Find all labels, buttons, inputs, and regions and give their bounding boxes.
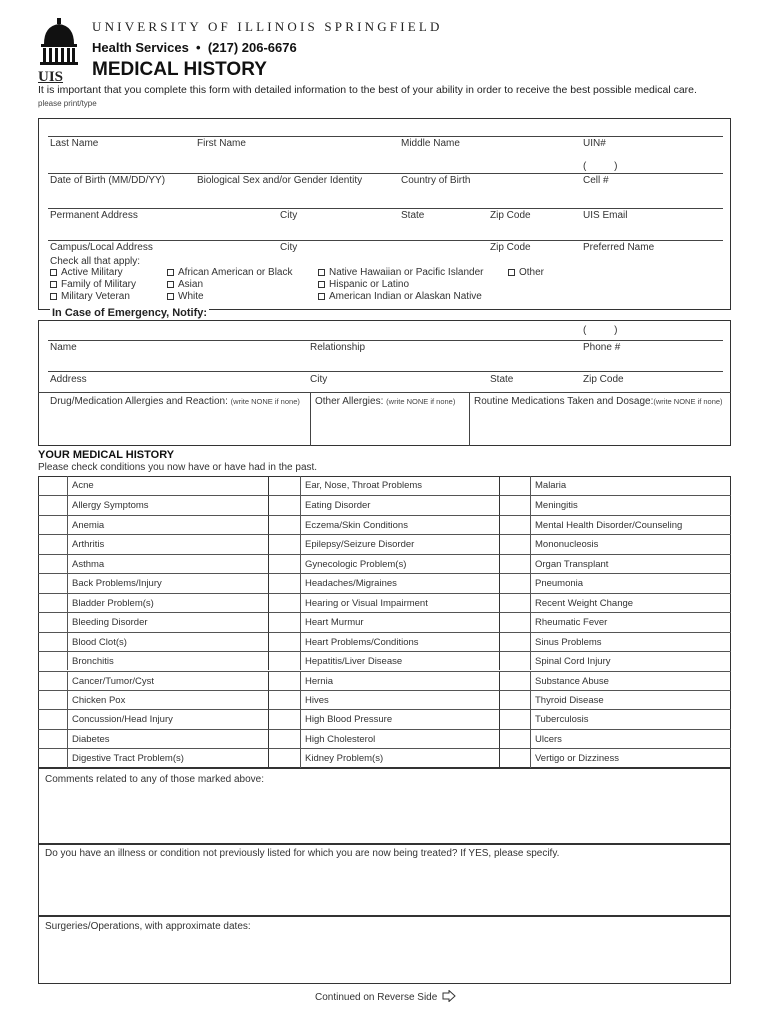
condition-row bbox=[499, 515, 731, 534]
condition-label: Bladder Problem(s) bbox=[72, 597, 154, 609]
condition-checkbox[interactable] bbox=[500, 594, 531, 612]
checkbox-icon[interactable] bbox=[508, 269, 515, 276]
condition-label: Eating Disorder bbox=[305, 500, 371, 512]
last-name-label: Last Name bbox=[50, 138, 99, 149]
condition-row bbox=[499, 476, 731, 495]
condition-label: Ulcers bbox=[535, 733, 562, 745]
medical-history-title: YOUR MEDICAL HISTORY bbox=[38, 449, 175, 461]
condition-row bbox=[499, 554, 731, 573]
condition-label: Kidney Problem(s) bbox=[305, 753, 384, 765]
condition-row bbox=[268, 554, 499, 573]
condition-label: Rheumatic Fever bbox=[535, 617, 608, 629]
condition-checkbox[interactable] bbox=[500, 710, 531, 728]
condition-checkbox[interactable] bbox=[38, 555, 68, 573]
condition-row bbox=[268, 671, 499, 690]
preferred-name-label: Preferred Name bbox=[583, 242, 655, 253]
perm-city-label: City bbox=[280, 210, 298, 221]
condition-label: Malaria bbox=[535, 480, 567, 491]
condition-checkbox[interactable] bbox=[269, 496, 301, 514]
perm-address-label: Permanent Address bbox=[50, 210, 138, 221]
condition-checkbox[interactable] bbox=[500, 535, 531, 553]
uin-label: UIN# bbox=[583, 138, 606, 149]
active-military-option[interactable]: Active Military bbox=[50, 267, 123, 278]
condition-checkbox[interactable] bbox=[269, 652, 301, 670]
first-name-label: First Name bbox=[197, 138, 246, 149]
condition-label: Blood Clot(s) bbox=[72, 636, 127, 648]
emergency-name-label: Name bbox=[50, 342, 77, 353]
condition-row bbox=[38, 593, 268, 612]
print-note: please print/type bbox=[38, 99, 97, 108]
routine-meds-label: Routine Medications Taken and Dosage:(write NONE if none) bbox=[474, 396, 723, 407]
condition-row bbox=[38, 748, 268, 767]
condition-row bbox=[268, 748, 499, 767]
condition-checkbox[interactable] bbox=[269, 633, 301, 651]
condition-checkbox[interactable] bbox=[269, 535, 301, 553]
condition-checkbox[interactable] bbox=[38, 613, 68, 631]
condition-label: Sinus Problems bbox=[535, 636, 602, 648]
intro-text: It is important that you complete this form with detailed information to the best of your ability in order to receive the best possible medical care. bbox=[38, 84, 697, 96]
condition-checkbox[interactable] bbox=[269, 710, 301, 728]
condition-label: Tuberculosis bbox=[535, 714, 589, 726]
condition-row bbox=[38, 671, 268, 690]
condition-label: Digestive Tract Problem(s) bbox=[72, 753, 184, 765]
emergency-phone-label: Phone # bbox=[583, 342, 621, 353]
condition-row bbox=[268, 573, 499, 592]
condition-row bbox=[499, 573, 731, 592]
condition-checkbox[interactable] bbox=[38, 730, 68, 748]
condition-row bbox=[38, 515, 268, 534]
condition-row bbox=[38, 476, 268, 495]
condition-row bbox=[268, 593, 499, 612]
condition-label: Bleeding Disorder bbox=[72, 617, 148, 629]
hispanic-option[interactable]: Hispanic or Latino bbox=[318, 279, 409, 290]
condition-row bbox=[499, 534, 731, 553]
condition-row bbox=[38, 709, 268, 728]
checkbox-icon[interactable] bbox=[167, 269, 174, 276]
uis-email-label: UIS Email bbox=[583, 210, 628, 221]
american-indian-option[interactable]: American Indian or Alaskan Native bbox=[318, 291, 482, 302]
perm-state-label: State bbox=[401, 210, 425, 221]
health-services-line: Health Services • (217) 206-6676 bbox=[92, 40, 297, 55]
native-hawaiian-option[interactable]: Native Hawaiian or Pacific Islander bbox=[318, 267, 484, 278]
condition-checkbox[interactable] bbox=[38, 710, 68, 728]
condition-label: Acne bbox=[72, 480, 94, 491]
condition-checkbox[interactable] bbox=[500, 730, 531, 748]
condition-row bbox=[499, 671, 731, 690]
condition-checkbox[interactable] bbox=[500, 516, 531, 534]
condition-row bbox=[268, 729, 499, 748]
continued-note: Continued on Reverse Side bbox=[315, 990, 456, 1003]
condition-row bbox=[268, 534, 499, 553]
condition-checkbox[interactable] bbox=[269, 594, 301, 612]
condition-checkbox[interactable] bbox=[269, 730, 301, 748]
university-name: UNIVERSITY OF ILLINOIS SPRINGFIELD bbox=[92, 19, 443, 34]
condition-row bbox=[38, 612, 268, 631]
condition-row bbox=[499, 729, 731, 748]
condition-label: Chicken Pox bbox=[72, 694, 126, 706]
condition-label: Meningitis bbox=[535, 500, 578, 512]
condition-checkbox[interactable] bbox=[269, 672, 301, 690]
condition-row bbox=[499, 612, 731, 631]
campus-address-label: Campus/Local Address bbox=[50, 242, 153, 253]
condition-row bbox=[268, 651, 499, 670]
other-allergies-label: Other Allergies: (write NONE if none) bbox=[315, 396, 456, 407]
condition-checkbox[interactable] bbox=[500, 555, 531, 573]
condition-row bbox=[268, 515, 499, 534]
condition-label: Organ Transplant bbox=[535, 558, 609, 570]
condition-label: Allergy Symptoms bbox=[72, 500, 149, 512]
condition-checkbox[interactable] bbox=[38, 652, 68, 670]
middle-name-label: Middle Name bbox=[401, 138, 460, 149]
condition-row bbox=[268, 476, 499, 495]
condition-label: High Cholesterol bbox=[305, 733, 376, 745]
condition-label: Ear, Nose, Throat Problems bbox=[305, 480, 423, 491]
condition-checkbox[interactable] bbox=[500, 476, 531, 495]
checkbox-icon[interactable] bbox=[50, 269, 57, 276]
checkbox-icon[interactable] bbox=[318, 293, 325, 300]
condition-label: Headaches/Migraines bbox=[305, 578, 397, 590]
condition-label: Cancer/Tumor/Cyst bbox=[72, 675, 154, 687]
condition-checkbox[interactable] bbox=[38, 672, 68, 690]
condition-checkbox[interactable] bbox=[38, 516, 68, 534]
illness-label: Do you have an illness or condition not previously listed for which you are now being treated? If YES, please specify. bbox=[45, 848, 560, 859]
condition-label: Mononucleosis bbox=[535, 539, 599, 551]
condition-checkbox[interactable] bbox=[38, 749, 68, 767]
condition-label: Substance Abuse bbox=[535, 675, 609, 687]
condition-row bbox=[38, 534, 268, 553]
condition-checkbox[interactable] bbox=[38, 691, 68, 709]
condition-checkbox[interactable] bbox=[500, 749, 531, 767]
medical-history-subtitle: Please check conditions you now have or have had in the past. bbox=[38, 462, 318, 473]
check-all-label: Check all that apply: bbox=[50, 256, 141, 267]
condition-checkbox[interactable] bbox=[500, 672, 531, 690]
condition-label: Hernia bbox=[305, 675, 333, 687]
uis-logo bbox=[38, 18, 80, 85]
emergency-box bbox=[38, 320, 731, 446]
cell-paren: ( ) bbox=[583, 161, 618, 172]
condition-checkbox[interactable] bbox=[500, 496, 531, 514]
condition-checkbox[interactable] bbox=[269, 613, 301, 631]
comments-label: Comments related to any of those marked above: bbox=[45, 774, 265, 785]
checkbox-icon[interactable] bbox=[167, 281, 174, 288]
drug-allergies-label: Drug/Medication Allergies and Reaction: (write NONE if none) bbox=[50, 396, 300, 407]
asian-option[interactable]: Asian bbox=[167, 279, 203, 290]
condition-label: Heart Murmur bbox=[305, 617, 364, 629]
condition-label: Bronchitis bbox=[72, 656, 114, 668]
condition-label: Heart Problems/Conditions bbox=[305, 636, 419, 648]
condition-row bbox=[499, 690, 731, 709]
condition-checkbox[interactable] bbox=[269, 476, 301, 495]
emergency-relationship-label: Relationship bbox=[310, 342, 366, 353]
condition-checkbox[interactable] bbox=[38, 594, 68, 612]
condition-label: Anemia bbox=[72, 519, 105, 531]
condition-checkbox[interactable] bbox=[269, 574, 301, 592]
condition-label: High Blood Pressure bbox=[305, 714, 393, 726]
military-veteran-option[interactable]: Military Veteran bbox=[50, 291, 130, 302]
checkbox-icon[interactable] bbox=[50, 293, 57, 300]
dome-icon bbox=[38, 18, 80, 66]
surgeries-label: Surgeries/Operations, with approximate dates: bbox=[45, 921, 251, 932]
checkbox-icon[interactable] bbox=[318, 269, 325, 276]
condition-checkbox[interactable] bbox=[500, 633, 531, 651]
condition-row bbox=[268, 612, 499, 631]
condition-label: Epilepsy/Seizure Disorder bbox=[305, 539, 415, 551]
country-label: Country of Birth bbox=[401, 175, 471, 186]
condition-row bbox=[268, 632, 499, 651]
cell-label: Cell # bbox=[583, 175, 609, 186]
condition-row bbox=[38, 495, 268, 514]
condition-checkbox[interactable] bbox=[38, 476, 68, 495]
condition-label: Diabetes bbox=[72, 733, 110, 745]
condition-label: Recent Weight Change bbox=[535, 597, 634, 609]
condition-row bbox=[499, 593, 731, 612]
condition-label: Vertigo or Dizziness bbox=[535, 753, 619, 765]
condition-label: Hearing or Visual Impairment bbox=[305, 597, 428, 609]
condition-label: Gynecologic Problem(s) bbox=[305, 558, 407, 570]
condition-checkbox[interactable] bbox=[500, 574, 531, 592]
other-option[interactable]: Other bbox=[508, 267, 544, 278]
condition-label: Hives bbox=[305, 694, 329, 706]
condition-row bbox=[499, 748, 731, 767]
condition-label: Asthma bbox=[72, 558, 105, 570]
condition-row bbox=[38, 632, 268, 651]
emergency-title: In Case of Emergency, Notify: bbox=[52, 307, 208, 319]
condition-row bbox=[38, 554, 268, 573]
condition-row bbox=[268, 709, 499, 728]
campus-zip-label: Zip Code bbox=[490, 242, 531, 253]
family-military-option[interactable]: Family of Military bbox=[50, 279, 136, 290]
checkbox-icon[interactable] bbox=[167, 293, 174, 300]
condition-checkbox[interactable] bbox=[269, 749, 301, 767]
condition-checkbox[interactable] bbox=[500, 652, 531, 670]
condition-label: Arthritis bbox=[72, 539, 105, 551]
condition-checkbox[interactable] bbox=[500, 691, 531, 709]
condition-label: Mental Health Disorder/Counseling bbox=[535, 519, 683, 531]
condition-row bbox=[499, 709, 731, 728]
condition-row bbox=[38, 573, 268, 592]
condition-row bbox=[38, 690, 268, 709]
emergency-state-label: State bbox=[490, 374, 514, 385]
condition-row bbox=[499, 651, 731, 670]
checkbox-icon[interactable] bbox=[318, 281, 325, 288]
condition-label: Eczema/Skin Conditions bbox=[305, 519, 408, 531]
sex-label: Biological Sex and/or Gender Identity bbox=[197, 175, 363, 186]
emergency-city-label: City bbox=[310, 374, 328, 385]
condition-checkbox[interactable] bbox=[38, 535, 68, 553]
condition-checkbox[interactable] bbox=[38, 496, 68, 514]
white-option[interactable]: White bbox=[167, 291, 204, 302]
condition-row bbox=[268, 495, 499, 514]
condition-checkbox[interactable] bbox=[269, 555, 301, 573]
condition-checkbox[interactable] bbox=[269, 516, 301, 534]
condition-label: Concussion/Head Injury bbox=[72, 714, 173, 726]
condition-row bbox=[38, 729, 268, 748]
condition-checkbox[interactable] bbox=[500, 613, 531, 631]
condition-checkbox[interactable] bbox=[38, 633, 68, 651]
arrow-right-icon bbox=[442, 990, 456, 1002]
emergency-zip-label: Zip Code bbox=[583, 374, 624, 385]
page-title: MEDICAL HISTORY bbox=[92, 59, 267, 80]
condition-row bbox=[499, 632, 731, 651]
checkbox-icon[interactable] bbox=[50, 281, 57, 288]
condition-row bbox=[499, 495, 731, 514]
condition-row bbox=[268, 690, 499, 709]
condition-checkbox[interactable] bbox=[38, 574, 68, 592]
campus-city-label: City bbox=[280, 242, 298, 253]
condition-label: Back Problems/Injury bbox=[72, 578, 162, 590]
condition-label: Pneumonia bbox=[535, 578, 584, 590]
condition-checkbox[interactable] bbox=[269, 691, 301, 709]
perm-zip-label: Zip Code bbox=[490, 210, 531, 221]
emergency-address-label: Address bbox=[50, 374, 87, 385]
condition-label: Spinal Cord Injury bbox=[535, 656, 611, 668]
condition-label: Thyroid Disease bbox=[535, 694, 604, 706]
phone-paren: ( ) bbox=[583, 325, 618, 336]
african-american-option[interactable]: African American or Black bbox=[167, 267, 293, 278]
condition-label: Hepatitis/Liver Disease bbox=[305, 656, 403, 668]
condition-row bbox=[38, 651, 268, 670]
logo-text: UIS bbox=[38, 69, 64, 85]
dob-label: Date of Birth (MM/DD/YY) bbox=[50, 175, 166, 186]
